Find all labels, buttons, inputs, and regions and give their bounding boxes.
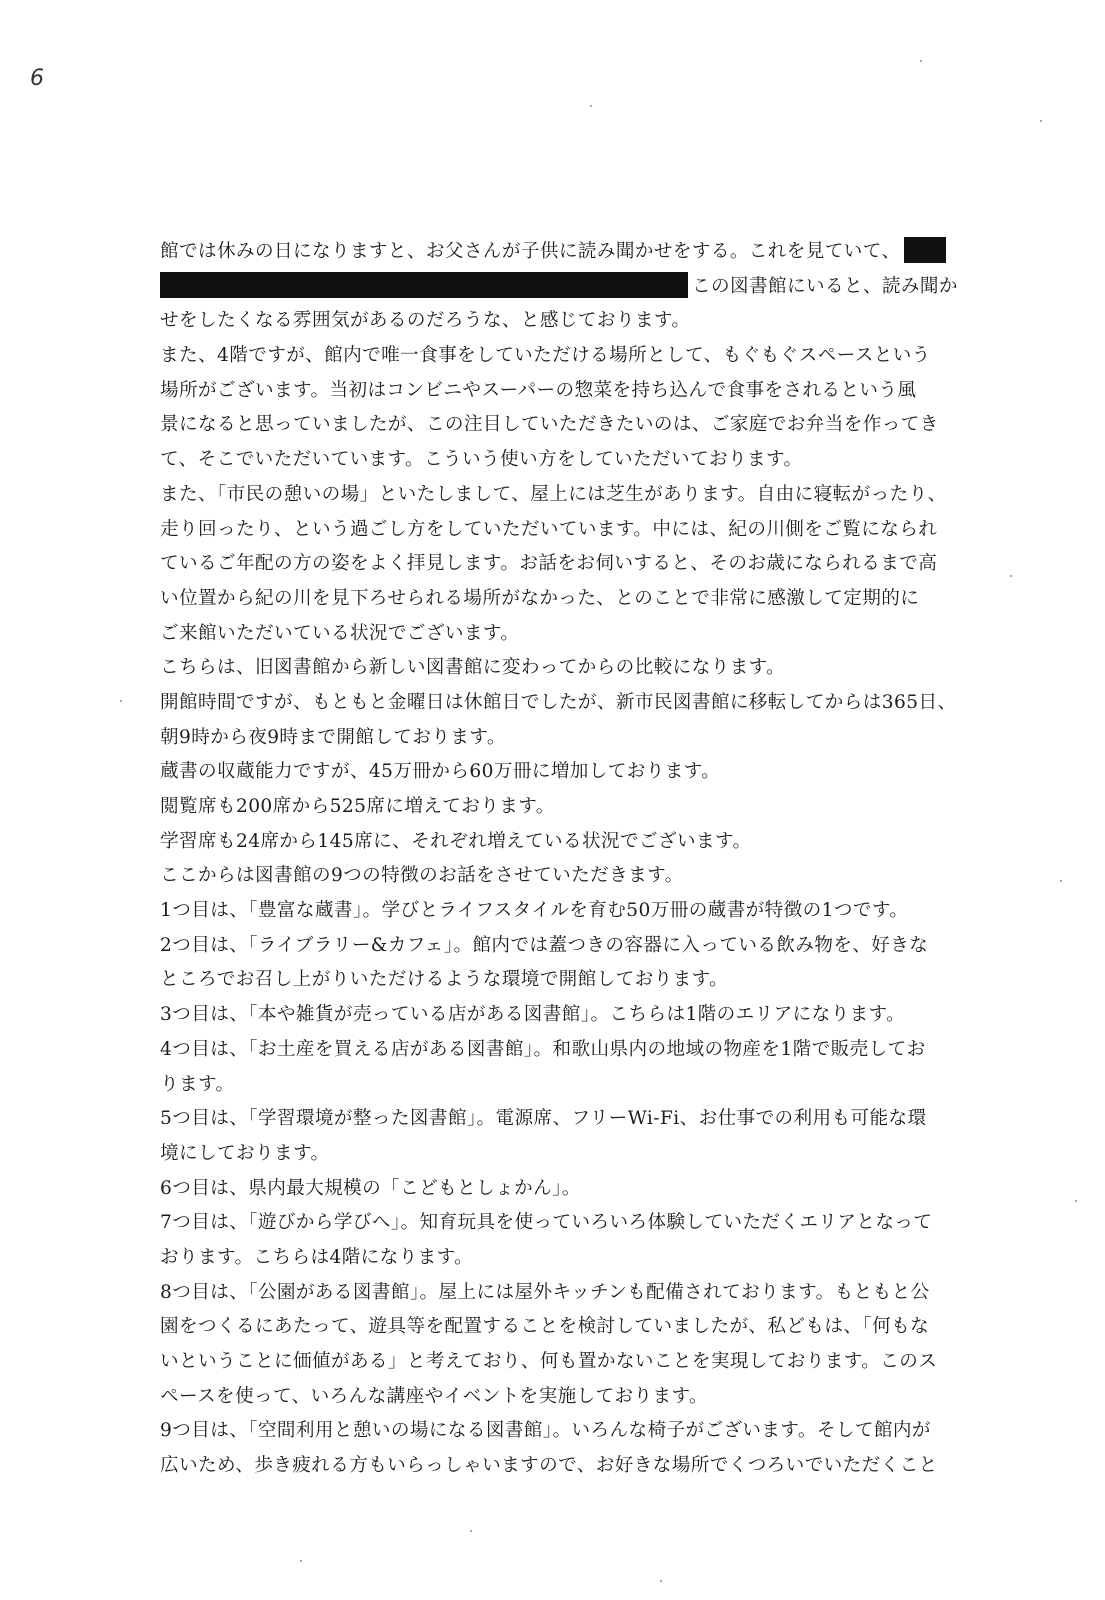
scan-speck <box>300 1560 302 1562</box>
text-line: こちらは、旧図書館から新しい図書館に変わってからの比較になります。 <box>160 657 786 679</box>
text-line: 朝9時から夜9時まで開館しております。 <box>160 726 506 748</box>
scan-speck <box>1060 880 1062 882</box>
text-line: 3つ目は、「本や雑貨が売っている店がある図書館」。こちらは1階のエリアになります。 <box>160 1004 906 1026</box>
redaction-block <box>904 237 946 263</box>
text-line: 学習席も24席から145席に、それぞれ増えている状況でございます。 <box>160 830 752 852</box>
text-line: ているご年配の方の姿をよく拝見します。お話をお伺いすると、そのお歳になられるまで高 <box>160 553 938 575</box>
text-line: せをしたくなる雰囲気があるのだろうな、と感じております。 <box>160 310 691 332</box>
text-line: 1つ目は、「豊富な蔵書」。学びとライフスタイルを育む50万冊の蔵書が特徴の1つです。 <box>160 900 909 922</box>
text-line: 館では休みの日になりますと、お父さんが子供に読み聞かせをする。これを見ていて、 <box>160 235 990 270</box>
text-line: 5つ目は、「学習環境が整った図書館」。電源席、フリーWi-Fi、お仕事での利用も可能な環 <box>160 1108 927 1130</box>
text-line: また、「市民の憩いの場」といたしまして、屋上には芝生があります。自由に寝転がったり、 <box>160 483 947 505</box>
scan-speck <box>120 700 122 702</box>
text-line: 4つ目は、「お土産を買える店がある図書館」。和歌山県内の地域の物産を1階で販売してお <box>160 1038 926 1060</box>
text-line: 8つ目は、「公園がある図書館」。屋上には屋外キッチンも配備されております。もともと公 <box>160 1281 930 1303</box>
text-line: おります。こちらは4階になります。 <box>160 1246 474 1268</box>
text-line: 開館時間ですが、もともと金曜日は休館日でしたが、新市民図書館に移転してからは365日、 <box>160 691 957 713</box>
text-line: 9つ目は、「空間利用と憩いの場になる図書館」。いろんな椅子がございます。そして館内が <box>160 1420 931 1442</box>
document-body <box>160 235 990 1484</box>
text-line: 園をつくるにあたって、遊具等を配置することを検討していましたが、私どもは、「何もな <box>160 1316 930 1338</box>
scan-speck <box>1075 1200 1077 1202</box>
text-line: いということに価値がある」と考えており、何も置かないことを実現しております。このス <box>160 1351 938 1372</box>
redaction-block <box>160 272 688 298</box>
text-line: 場所がございます。当初はコンビニやスーパーの惣菜を持ち込んで食事をされるという風 <box>160 379 917 401</box>
text-line: この図書館にいると、読み聞か <box>160 270 990 305</box>
scan-speck <box>470 1530 472 1532</box>
text-line: 走り回ったり、という過ごし方をしていただいています。中には、紀の川側をご覧になられ <box>160 518 938 540</box>
scan-speck <box>590 105 592 107</box>
text-line: ご来館いただいている状況でございます。 <box>160 622 520 644</box>
text-line: また、4階ですが、館内で唯一食事をしていただける場所として、もぐもぐスペースという <box>160 345 931 367</box>
scan-speck <box>1040 120 1042 122</box>
scan-speck <box>660 1580 662 1582</box>
text-line: 境にしております。 <box>160 1142 330 1164</box>
text-line: 2つ目は、「ライブラリー&カフェ」。館内では蓋つきの容器に入っている飲み物を、好きな <box>160 934 929 956</box>
text-line: い位置から紀の川を見下ろせられる場所がなかった、とのことで非常に感激して定期的に <box>160 587 920 609</box>
text-line: ります。 <box>160 1073 235 1095</box>
page-number: 6 <box>30 66 44 91</box>
text-line: て、そこでいただいています。こういう使い方をしていただいております。 <box>160 449 803 471</box>
text-line: ペースを使って、いろんな講座やイベントを実施しております。 <box>160 1385 709 1407</box>
text-line: ここからは図書館の9つの特徴のお話をさせていただきます。 <box>160 865 684 887</box>
text-line: 6つ目は、県内最大規模の「こどもとしょかん」。 <box>160 1177 581 1199</box>
text-line: 7つ目は、「遊びから学びへ」。知育玩具を使っていろいろ体験していただくエリアとなって <box>160 1212 933 1234</box>
text-line: 閲覧席も200席から525席に増えております。 <box>160 796 555 817</box>
text-line: 蔵書の収蔵能力ですが、45万冊から60万冊に増加しております。 <box>160 761 721 783</box>
scan-speck <box>1010 575 1012 577</box>
text-line: ところでお召し上がりいただけるような環境で開館しております。 <box>160 969 729 991</box>
scan-speck <box>920 60 922 62</box>
text-line: 広いため、歩き疲れる方もいらっしゃいますので、お好きな場所でくつろいでいただくこと <box>160 1455 938 1477</box>
text-line: 景になると思っていましたが、この注目していただきたいのは、ご家庭でお弁当を作ってき <box>160 414 939 436</box>
